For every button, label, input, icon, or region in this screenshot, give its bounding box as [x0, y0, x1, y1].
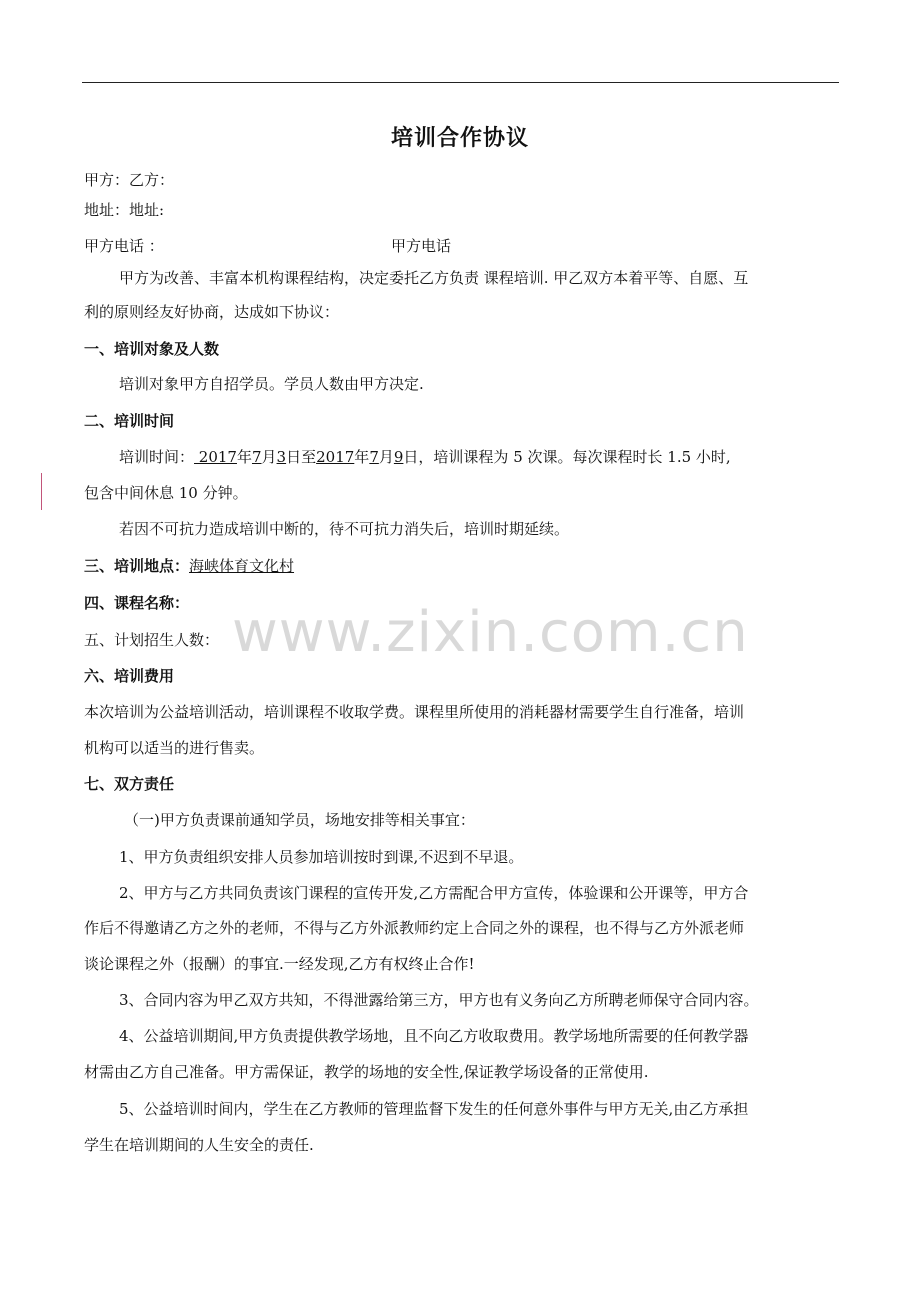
phone-line-b: 甲方电话 [391, 237, 452, 255]
month-char-2: 月 [378, 448, 394, 466]
section-6-line-1: 本次培训为公益培训活动，培训课程不收取学费。课程里所使用的消耗器材需要学生自行准备，培训 [84, 703, 745, 721]
margin-mark [41, 473, 42, 510]
start-year: 2017 [194, 448, 237, 466]
item-4-line-1: 4、公益培训期间,甲方负责提供教学场地，且不向乙方收取费用。教学场地所需要的任何教学器 [119, 1027, 749, 1045]
item-5-line-2: 学生在培训期间的人生安全的责任. [84, 1136, 314, 1154]
training-time-line-2: 包含中间休息 10 分钟。 [84, 484, 248, 502]
section-3-line [84, 556, 294, 576]
section-5-heading: 五、计划招生人数： [84, 631, 220, 649]
section-7-heading: 七、双方责任 [84, 775, 175, 793]
section-7-sub-1: （一)甲方负责课前通知学员，场地安排等相关事宜： [124, 811, 475, 829]
end-year: 2017 [316, 448, 355, 466]
start-month: 7 [251, 448, 262, 466]
end-month: 7 [369, 448, 379, 466]
parties-line: 甲方：乙方： [84, 171, 175, 189]
training-time-line [119, 447, 731, 467]
phone-line-a: 甲方电话 ： [84, 237, 164, 255]
address-line: 地址：地址: [84, 201, 165, 219]
section-6-line-2: 机构可以适当的进行售卖。 [84, 739, 265, 757]
time-rest: 日，培训课程为 5 次课。每次课程时长 1.5 小时, [403, 448, 731, 466]
header-rule [82, 82, 839, 83]
item-2-line-2: 作后不得邀请乙方之外的老师，不得与乙方外派教师约定上合同之外的课程，也不得与乙方外派老师 [84, 919, 745, 937]
section-3-heading: 三、培训地点： [84, 557, 190, 575]
item-2-line-1: 2、甲方与乙方共同负责该门课程的宣传开发,乙方需配合甲方宣传，体验课和公开课等，甲方合 [119, 884, 749, 902]
training-location: 海峡体育文化村 [189, 557, 295, 575]
item-5-line-1: 5、公益培训时间内，学生在乙方教师的管理监督下发生的任何意外事件与甲方无关,由乙方承担 [119, 1100, 749, 1118]
section-4-heading: 四、课程名称： [84, 594, 190, 612]
time-label: 培训时间： [119, 448, 195, 466]
section-1-heading: 一、培训对象及人数 [84, 340, 220, 358]
section-6-heading: 六、培训费用 [84, 667, 175, 685]
intro-line-2: 利的原则经友好协商，达成如下协议： [84, 303, 340, 321]
year-char-2: 年 [354, 448, 370, 466]
item-1: 1、甲方负责组织安排人员参加培训按时到课,不迟到不早退。 [119, 848, 524, 866]
force-majeure-line: 若因不可抗力造成培训中断的，待不可抗力消失后，培训时期延续。 [119, 520, 570, 538]
year-char: 年 [236, 448, 252, 466]
watermark: www.zixin.com.cn [232, 600, 749, 665]
end-day: 9 [393, 448, 404, 466]
section-1-body: 培训对象甲方自招学员。学员人数由甲方决定. [119, 375, 424, 393]
day-to: 日至 [286, 448, 317, 466]
intro-line-1: 甲方为改善、丰富本机构课程结构，决定委托乙方负责 课程培训. 甲乙双方本着平等、自愿、互 [119, 269, 749, 287]
item-3: 3、合同内容为甲乙双方共知，不得泄露给第三方，甲方也有义务向乙方所聘老师保守合同内容。 [119, 991, 759, 1009]
month-char: 月 [261, 448, 277, 466]
item-4-line-2: 材需由乙方自己准备。甲方需保证，教学的场地的安全性,保证教学场设备的正常使用. [84, 1063, 649, 1081]
section-2-heading: 二、培训时间 [84, 412, 175, 430]
document-title: 培训合作协议 [390, 126, 529, 151]
start-day: 3 [276, 448, 287, 466]
item-2-line-3: 谈论课程之外（报酬）的事宜.一经发现,乙方有权终止合作! [84, 955, 475, 973]
